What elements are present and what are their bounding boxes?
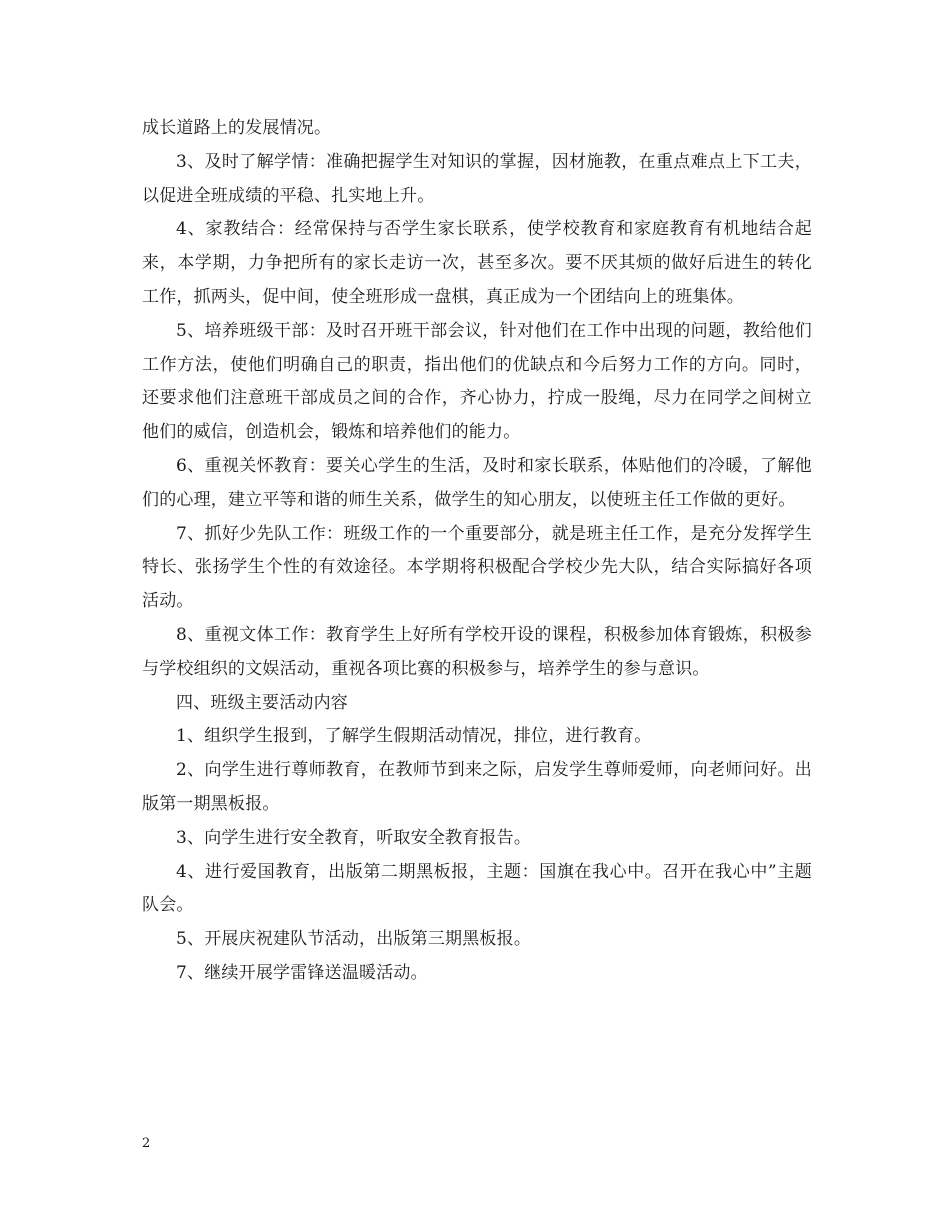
activity-item-7: 7、继续开展学雷锋送温暖活动。: [176, 962, 428, 983]
paragraph-item-3: 3、及时了解学情：准确把握学生对知识的掌握，因材施教，在重点难点上下工夫，以促进全班成绩的平稳、扎实地上升。: [142, 151, 812, 206]
activity-item-3: 3、向学生进行安全教育，听取安全教育报告。: [176, 827, 532, 848]
paragraph-continuation: 成长道路上的发展情况。: [142, 118, 332, 138]
activity-item-4: 4、进行爱国教育，出版第二期黑板报，主题：国旗在我心中。召开在我心中”主题队会。: [142, 861, 812, 916]
paragraph-item-8: 8、重视文体工作：教育学生上好所有学校开设的课程，积极参加体育锻炼，积极参与学校组织的文娱活动，重视各项比赛的积极参与，培养学生的参与意识。: [142, 624, 812, 679]
paragraph-item-6: 6、重视关怀教育：要关心学生的生活，及时和家长联系，体贴他们的冷暖，了解他们的心理，建立平等和谐的师生关系，做学生的知心朋友，以使班主任工作做的更好。: [142, 455, 812, 510]
paragraph-item-7: 7、抓好少先队工作：班级工作的一个重要部分，就是班主任工作，是充分发挥学生特长、张扬学生个性的有效途径。本学期将积极配合学校少先大队，结合实际搞好各项活动。: [142, 523, 812, 612]
activity-item-1: 1、组织学生报到，了解学生假期活动情况，排位，进行教育。: [176, 726, 652, 747]
section-heading: 四、班级主要活动内容: [176, 692, 348, 713]
activity-item-2: 2、向学生进行尊师教育，在教师节到来之际，启发学生尊师爱师，向老师问好。出版第一期黑板报。: [142, 760, 812, 814]
page-number: 2: [142, 1136, 151, 1151]
activity-item-5: 5、开展庆祝建队节活动，出版第三期黑板报。: [176, 929, 532, 950]
paragraph-item-4: 4、家教结合：经常保持与否学生家长联系，使学校教育和家庭教育有机地结合起来，本学期，力争把所有的家长走访一次，甚至多次。要不厌其烦的做好后进生的转化工作，抓两头，促中间，使全班形成一盘棋，真正成为一个团结向上的班集体。: [142, 219, 812, 307]
document-body: [142, 112, 812, 991]
paragraph-item-5: 5、培养班级干部：及时召开班干部会议，针对他们在工作中出现的问题，教给他们工作方法，使他们明确自己的职责，指出他们的优缺点和今后努力工作的方向。同时，还要求他们注意班干部成员之间的合作，齐心协力，拧成一股绳，尽力在同学之间树立他们的威信，创造机会，锻炼和培养他们的能力。: [142, 320, 812, 443]
